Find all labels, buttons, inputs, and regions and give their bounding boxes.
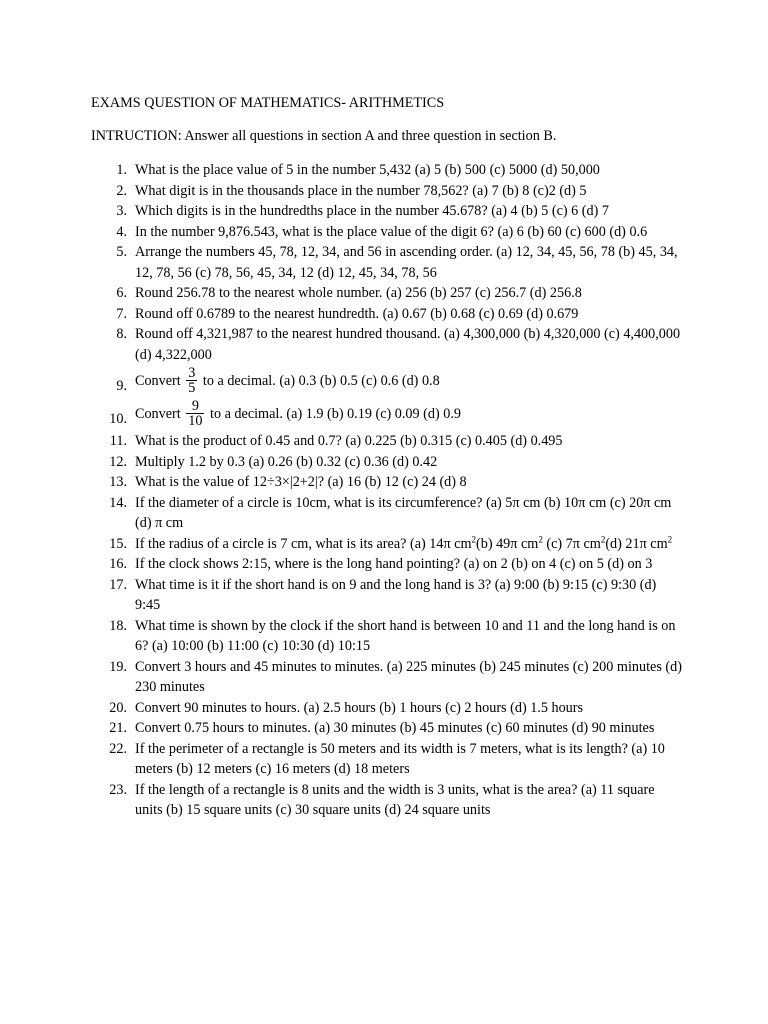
question-text: Arrange the numbers 45, 78, 12, 34, and 56 in ascending order. (a) 12, 34, 45, 56, 78 (b) 45, 34, 12, 78, 56 (c) 78, 56, 45, 34, 12 (d) 12, 45, 34, 78, 56 xyxy=(135,244,678,281)
question-text-part: (c) 7π cm xyxy=(546,535,601,552)
question-text: In the number 9,876.543, what is the place value of the digit 6? (a) 6 (b) 60 (c) 600 (d) 0.6 xyxy=(135,223,648,240)
question-number: 19. xyxy=(109,658,127,675)
question-text-part: If the radius of a circle is 7 cm, what is its area? (a) 14π cm xyxy=(135,535,472,552)
question-text: Round off 0.6789 to the nearest hundredth. (a) 0.67 (b) 0.68 (c) 0.69 (d) 0.679 xyxy=(135,305,579,322)
question-item xyxy=(0,554,683,575)
question-item xyxy=(0,181,683,202)
question-item xyxy=(0,718,683,739)
question-item xyxy=(0,739,683,780)
question-item xyxy=(0,324,683,365)
question-text: If the diameter of a circle is 10cm, what is its circumference? (a) 5π cm (b) 10π cm (c) 20π cm (d) π cm xyxy=(135,494,672,531)
superscript: 2 xyxy=(667,533,673,544)
page-title: EXAMS QUESTION OF MATHEMATICS- ARITHMETICS xyxy=(91,95,445,111)
question-text: If the perimeter of a rectangle is 50 meters and its width is 7 meters, what is its length? (a) 10 meters (b) 12 meters (c) 16 meters (d) 18 meters xyxy=(135,740,665,777)
question-suffix: to a decimal. (a) 0.3 (b) 0.5 (c) 0.6 (d) 0.8 xyxy=(202,372,440,389)
question-suffix: to a decimal. (a) 1.9 (b) 0.19 (c) 0.09 (d) 0.9 xyxy=(210,405,461,422)
question-prefix: Convert xyxy=(135,372,181,389)
question-text: Round off 4,321,987 to the nearest hundred thousand. (a) 4,300,000 (b) 4,320,000 (c) 4,400,000 (d) 4,322,000 xyxy=(135,326,681,363)
fraction xyxy=(186,399,204,428)
question-number: 20. xyxy=(109,699,127,716)
question-text: What is the product of 0.45 and 0.7? (a) 0.225 (b) 0.315 (c) 0.405 (d) 0.495 xyxy=(135,433,563,449)
question-list xyxy=(0,160,768,821)
question-item xyxy=(0,222,683,243)
superscript: 2 xyxy=(538,533,543,544)
question-number: 23. xyxy=(109,781,127,798)
superscript: 2 xyxy=(471,533,476,544)
question-text-part: (b) 49π cm xyxy=(476,535,539,552)
question-item xyxy=(0,698,683,719)
question-item xyxy=(0,431,683,452)
question-number: 13. xyxy=(109,474,127,490)
question-number: 12. xyxy=(109,453,127,470)
question-item xyxy=(0,398,683,431)
question-item xyxy=(0,242,683,283)
question-text: If the length of a rectangle is 8 units and the width is 3 units, what is the area? (a) 11 square units (b) 15 square units (c) 30 square units (d) 24 square units xyxy=(135,781,655,818)
question-text: What is the place value of 5 in the number 5,432 (a) 5 (b) 500 (c) 5000 (d) 50,000 xyxy=(135,162,600,178)
question-number: 7. xyxy=(116,305,127,322)
question-text: Convert 0.75 hours to minutes. (a) 30 minutes (b) 45 minutes (c) 60 minutes (d) 90 minutes xyxy=(135,720,655,736)
question-item xyxy=(0,365,683,398)
fraction-denominator: 5 xyxy=(188,380,196,396)
fraction-denominator: 10 xyxy=(188,413,203,429)
question-number: 10. xyxy=(109,411,127,427)
question-number: 1. xyxy=(116,162,127,178)
question-number: 14. xyxy=(109,494,127,511)
question-number: 8. xyxy=(116,326,127,342)
question-number: 16. xyxy=(109,556,127,572)
question-item xyxy=(0,493,683,534)
question-number: 4. xyxy=(116,223,127,240)
question-text: Which digits is in the hundredths place in the number 45.678? (a) 4 (b) 5 (c) 6 (d) 7 xyxy=(135,203,609,219)
question-number: 11. xyxy=(109,433,127,449)
question-text: Round 256.78 to the nearest whole number. (a) 256 (b) 257 (c) 256.7 (d) 256.8 xyxy=(135,285,582,301)
question-item xyxy=(0,616,683,657)
question-item xyxy=(0,201,683,222)
question-item xyxy=(0,575,683,616)
question-item xyxy=(0,472,683,493)
question-prefix: Convert xyxy=(135,405,181,422)
question-item xyxy=(0,160,683,181)
question-text: What digit is in the thousands place in the number 78,562? (a) 7 (b) 8 (c)2 (d) 5 xyxy=(135,182,587,199)
fraction-numerator: 9 xyxy=(191,398,199,414)
question-number: 9. xyxy=(116,378,127,394)
question-item xyxy=(0,534,683,555)
instruction-text: INTRUCTION: Answer all questions in section A and three question in section B. xyxy=(91,128,557,144)
question-number: 18. xyxy=(109,617,127,634)
question-item xyxy=(0,452,683,473)
question-text: If the clock shows 2:15, where is the long hand pointing? (a) on 2 (b) on 4 (c) on 5 (d) on 3 xyxy=(135,556,653,572)
question-number: 22. xyxy=(109,740,127,757)
question-item xyxy=(0,283,683,304)
question-text: Convert 90 minutes to hours. (a) 2.5 hours (b) 1 hours (c) 2 hours (d) 1.5 hours xyxy=(135,699,584,716)
question-number: 6. xyxy=(116,285,127,301)
question-number: 15. xyxy=(109,535,127,552)
question-item xyxy=(0,304,683,325)
question-number: 3. xyxy=(116,203,127,219)
fraction xyxy=(186,366,197,395)
question-number: 2. xyxy=(116,182,127,199)
question-text: What time is shown by the clock if the short hand is between 10 and 11 and the long hand is on 6? (a) 10:00 (b) 11:00 (c) 10:30 (d) 10:15 xyxy=(135,617,676,654)
superscript: 2 xyxy=(600,533,606,544)
question-text: Convert 3 hours and 45 minutes to minutes. (a) 225 minutes (b) 245 minutes (c) 200 minutes (d) 230 minutes xyxy=(135,658,682,695)
question-text: Multiply 1.2 by 0.3 (a) 0.26 (b) 0.32 (c) 0.36 (d) 0.42 xyxy=(135,453,438,470)
question-number: 21. xyxy=(109,720,127,736)
question-number: 17. xyxy=(109,576,127,593)
question-text: What time is it if the short hand is on 9 and the long hand is 3? (a) 9:00 (b) 9:15 (c) 9:30 (d) 9:45 xyxy=(135,576,657,613)
fraction-numerator: 3 xyxy=(188,365,196,381)
question-text: What is the value of 12÷3×|2+2|? (a) 16 (b) 12 (c) 24 (d) 8 xyxy=(135,474,467,490)
question-item xyxy=(0,780,683,821)
question-item xyxy=(0,657,683,698)
question-number: 5. xyxy=(116,244,127,260)
question-text-part: (d) 21π cm xyxy=(605,535,668,552)
